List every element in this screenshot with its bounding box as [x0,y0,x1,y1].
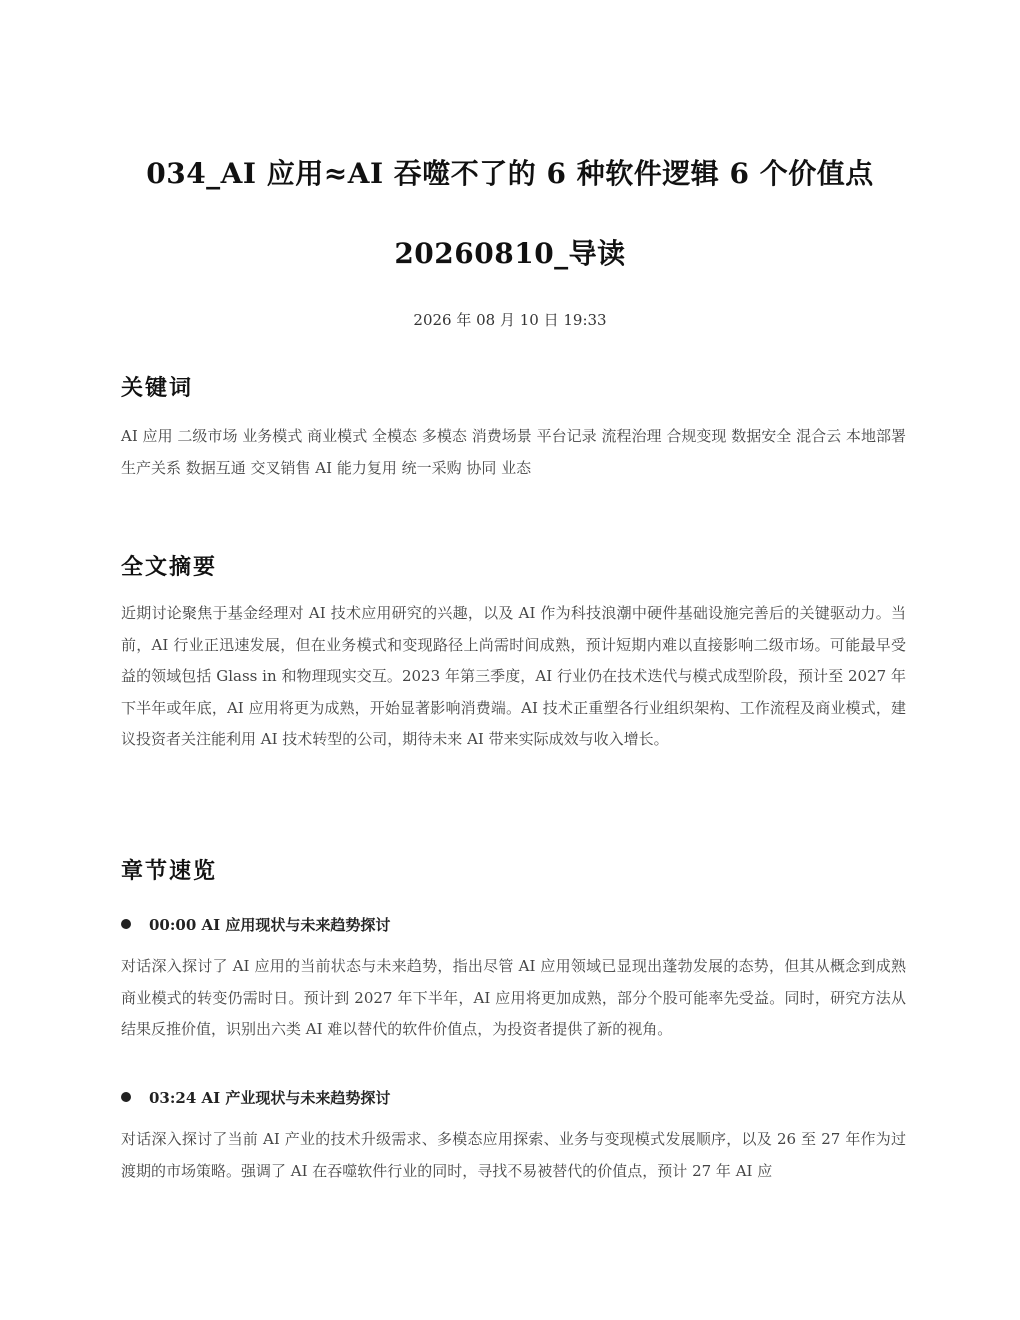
chapter-title-text: 00:00 AI 应用现状与未来趋势探讨 [149,916,391,934]
chapter-item-text: 对话深入探讨了当前 AI 产业的技术升级需求、多模态应用探索、业务与变现模式发展顺序，以及 26 至 27 年作为过渡期的市场策略。强调了 AI 在吞噬软件行业的同时，寻找不易被替代的价值点，预计 27 年 AI 应 [121,1130,906,1180]
summary-heading: 全文摘要 [121,554,218,580]
document-subtitle: 20260810_导读 [394,237,626,270]
chapters-heading: 章节速览 [121,858,218,884]
chapter-item-title [121,914,911,935]
bullet-icon [121,1092,131,1102]
chapter-item-title [121,1087,911,1108]
chapter-item-text: 对话深入探讨了 AI 应用的当前状态与未来趋势，指出尽管 AI 应用领域已显现出蓬勃发展的态势，但其从概念到成熟商业模式的转变仍需时日。预计到 2027 年下半年，AI 应用将更加成熟，部分个股可能率先受益。同时，研究方法从结果反推价值，识别出六类 AI 难以替代的软件价值点，为投资者提供了新的视角。 [121,957,906,1038]
keywords-heading: 关键词 [121,375,194,401]
summary-text: 近期讨论聚焦于基金经理对 AI 技术应用研究的兴趣，以及 AI 作为科技浪潮中硬件基础设施完善后的关键驱动力。当前，AI 行业正迅速发展，但在业务模式和变现路径上尚需时间成熟，预计短期内难以直接影响二级市场。可能最早受益的领域包括 Glass in 和物理现实交互。2023 年第三季度，AI 行业仍在技术迭代与模式成型阶段，预计至 2027 年下半年或年底，AI 应用将更为成熟，开始显著影响消费端。AI 技术正重塑各行业组织架构、工作流程及商业模式，建议投资者关注能利用 AI 技术转型的公司，期待未来 AI 带来实际成效与收入增长。 [121,604,906,748]
chapter-title-text: 03:24 AI 产业现状与未来趋势探讨 [149,1089,391,1107]
document-date: 2026 年 08 月 10 日 19:33 [413,311,607,329]
document-title: 034_AI 应用≈AI 吞噬不了的 6 种软件逻辑 6 个价值点 [146,157,874,190]
keywords-text: AI 应用 二级市场 业务模式 商业模式 全模态 多模态 消费场景 平台记录 流程治理 合规变现 数据安全 混合云 本地部署 生产关系 数据互通 交叉销售 AI 能力复用 统一采购 协同 业态 [121,427,906,477]
bullet-icon [121,919,131,929]
